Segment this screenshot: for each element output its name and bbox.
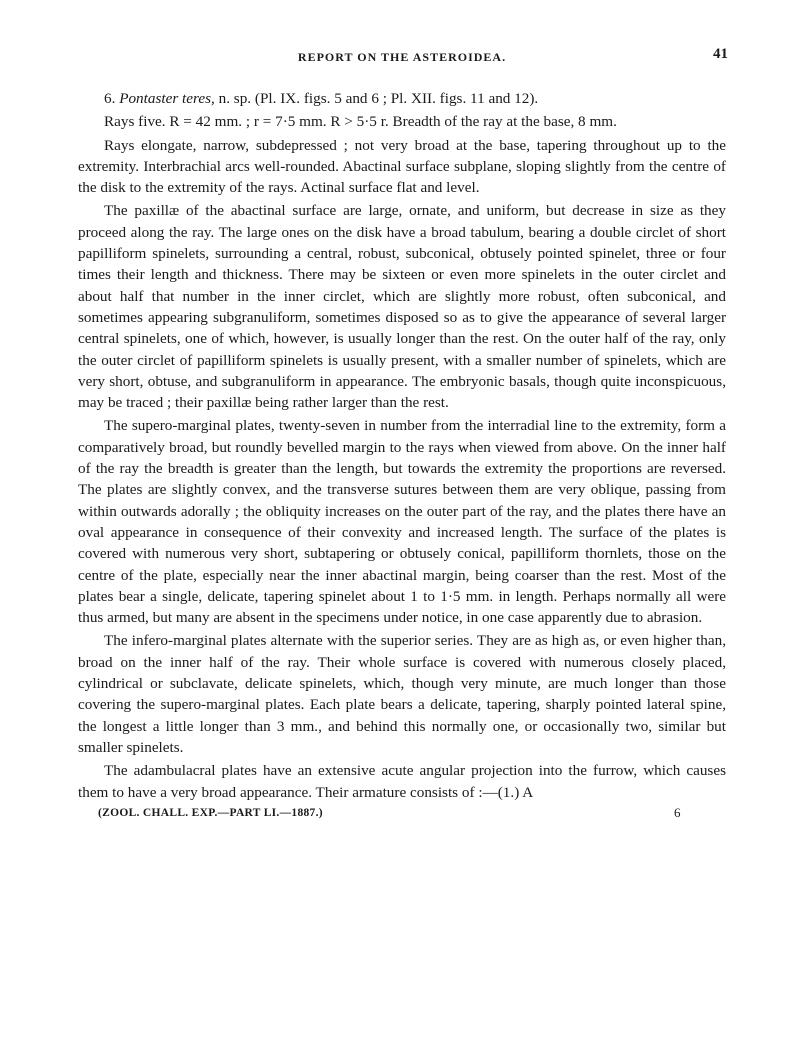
section-heading [78,88,726,109]
paragraph-dimensions: Rays five. R = 42 mm. ; r = 7·5 mm. R > 5·5 r. Breadth of the ray at the base, 8 mm. [104,113,617,131]
paragraph-paxillae: The paxillæ of the abactinal surface are large, ornate, and uniform, but decrease in size as they proceed along the ray. The large ones on the disk have a broad tabulum, bearing a double circlet of short papilliform spinelets, surrounding a central, robust, subconical, obtusely pointed spinelet, three or four times their length and thickness. There may be sixteen or even more spinelets in the outer circlet and about half that number in the inner circlet, which are slightly more robust, often subconical, and sometimes appearing subgranuliform, sometimes disposed so as to give the appearance of several larger central spinelets, one of which, however, is usually longer than the rest. On the outer half of the ray, only the outer circlet of papilliform spinelets is usually present, with a smaller number of spinelets, which are very short, obtuse, and subgranuliform in appearance. The embryonic basals, though quite inconspicuous, may be traced ; their paxillæ being rather larger than the rest. [78,202,726,412]
body-text [78,88,726,803]
species-name: Pontaster teres, [119,90,215,107]
paragraph-rays: Rays elongate, narrow, subdepressed ; not very broad at the base, tapering throughout up to the extremity. Interbrachial arcs well-rounded. Abactinal surface subplane, sloping slightly from the centre of the disk to the extremity of the rays. Actinal surface flat and level. [78,136,726,197]
page-number: 41 [713,46,728,62]
page [78,44,726,825]
page-header [78,44,726,68]
running-head: REPORT ON THE ASTEROIDEA. [297,50,507,64]
paragraph-infero-marginal: The infero-marginal plates alternate with the superior series. They are as high as, or even higher than, broad on the inner half of the ray. Their whole surface is covered with numerous closely placed, cylindrical or subclavate, delicate spinelets, which, though very minute, are much longer than those covering the supero-marginal plates. Each plate bears a delicate, tapering, sharply pointed lateral spine, the longest a little longer than 3 mm., and behind this normally one, or occasionally two, similar but smaller spinelets. [78,632,726,756]
signature-mark: 6 [674,804,681,820]
paragraph-adambulacral: The adambulacral plates have an extensive acute angular projection into the furrow, which causes them to have a very broad appearance. Their armature consists of :—(1.) A [78,762,726,801]
section-heading-suffix: n. sp. (Pl. IX. figs. 5 and 6 ; Pl. XII. figs. 11 and 12). [214,90,539,107]
paragraph-supero-marginal: The supero-marginal plates, twenty-seven in number from the interradial line to the extremity, form a comparatively broad, but roundly bevelled margin to the rays when viewed from above. On the inner half of the ray the breadth is greater than the length, but towards the extremity the proportions are reversed. The plates are slightly convex, and the transverse sutures between them are very oblique, passing from within outwards adorally ; the obliquity increases on the outer part of the ray, and the plates there have an oval appearance in consequence of their convexity and increased length. The surface of the plates is covered with numerous very short, subtapering or obtusely conical, papilliform thornlets, those on the centre of the plate, especially near the inner abactinal margin, being coarser than the rest. Most of the plates bear a single, delicate, tapering spinelet about 1 to 1·5 mm. in length. Perhaps normally all were thus armed, but many are absent in the specimens under notice, in one case apparently due to abrasion. [78,417,726,627]
section-number: 6. [104,90,116,107]
page-footer [78,805,726,825]
series-line: (ZOOL. CHALL. EXP.—PART LI.—1887.) [98,806,323,819]
